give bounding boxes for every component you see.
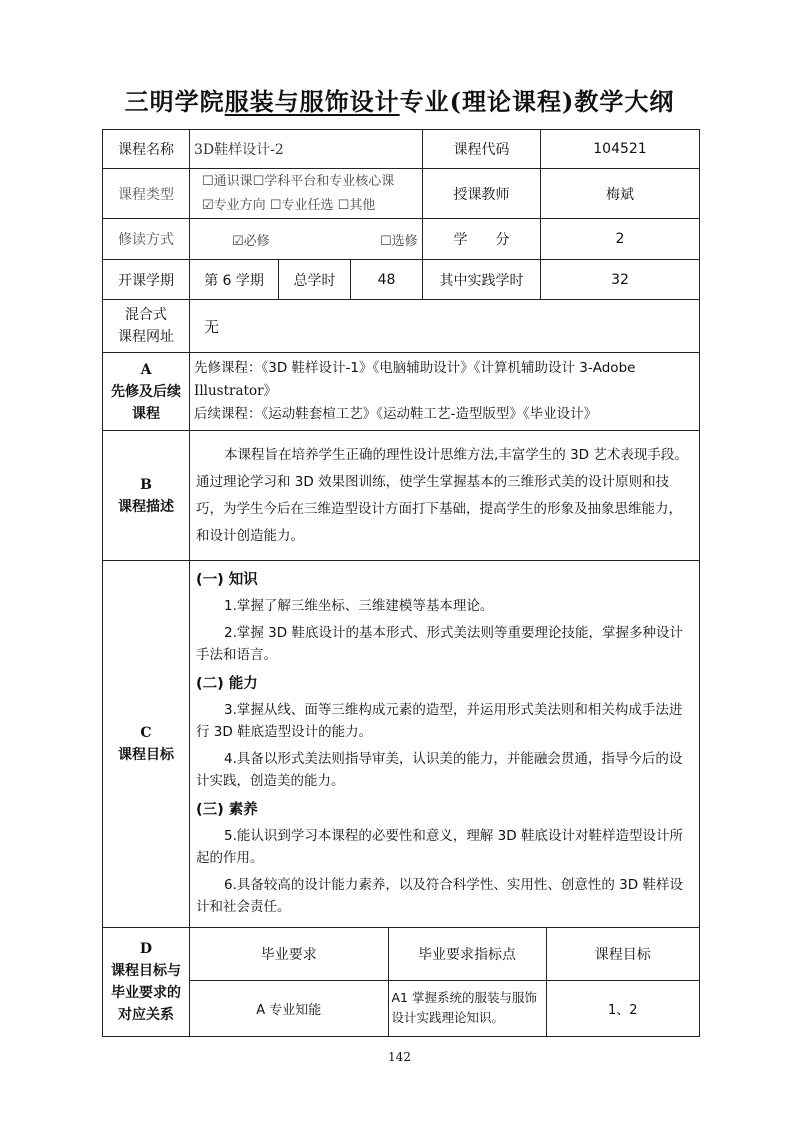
total-hours-label: 总学时 bbox=[279, 260, 351, 300]
section-d-label-line3: 对应关系 bbox=[118, 1007, 174, 1023]
total-hours-value: 48 bbox=[351, 260, 423, 300]
mapping-header-row bbox=[190, 928, 699, 980]
study-mode-elective: ☐选修 bbox=[380, 233, 418, 249]
goal-2: 2.掌握 3D 鞋底设计的基本形式、形式美法则等重要理论技能，掌握多种设计手法和语言。 bbox=[196, 625, 683, 663]
course-type-line2: ☑专业方向 ☐专业任选 ☐其他 bbox=[202, 197, 376, 213]
course-type-options bbox=[190, 169, 423, 219]
section-a-content bbox=[190, 353, 700, 431]
section-d-label-line1: 课程目标与 bbox=[111, 963, 181, 979]
course-type-label: 课程类型 bbox=[103, 169, 190, 219]
prereq-courses-line2: Illustrator》 bbox=[194, 383, 278, 399]
credits-label: 学 分 bbox=[423, 219, 541, 260]
section-a-label-line1: 先修及后续 bbox=[111, 383, 181, 400]
credits-value: 2 bbox=[541, 219, 700, 260]
mapping-col-requirement: 毕业要求 bbox=[190, 928, 388, 980]
course-description: 本课程旨在培养学生正确的理性设计思维方法,丰富学生的 3D 艺术表现手段。通过理论学习和 3D 效果图训练，使学生掌握基本的三维形式美的设计原则和技巧，为学生今后在三维造型设计方面打下基础，提高学生的形象及抽象思维能力，和设计创造能力。 bbox=[196, 446, 688, 544]
mapping-indicator: A1 掌握系统的服装与服饰设计实践理论知识。 bbox=[388, 980, 546, 1036]
practice-hours-value: 32 bbox=[541, 260, 700, 300]
section-b-content bbox=[190, 431, 700, 561]
teacher-label: 授课教师 bbox=[423, 169, 541, 219]
mapping-requirement: A 专业知能 bbox=[190, 980, 388, 1036]
section-b-label bbox=[103, 431, 190, 561]
teacher-value: 梅斌 bbox=[541, 169, 700, 219]
course-type-line1: ☐通识课☐学科平台和专业核心课 bbox=[202, 173, 395, 189]
row-study-mode bbox=[103, 219, 700, 260]
mapping-table bbox=[190, 928, 699, 1036]
page-title bbox=[0, 82, 799, 117]
title-prefix: 三明学院 bbox=[124, 87, 225, 116]
section-a-label bbox=[103, 353, 190, 431]
goal-heading-ability: (二) 能力 bbox=[196, 676, 258, 692]
course-name-value: 3D鞋样设计-2 bbox=[190, 130, 423, 169]
course-code-value: 104521 bbox=[541, 130, 700, 169]
section-d-label bbox=[103, 928, 190, 1037]
website-label bbox=[103, 300, 190, 353]
mapping-row bbox=[190, 980, 699, 1036]
followup-courses: 后续课程：《运动鞋套楦工艺》《运动鞋工艺-造型版型》《毕业设计》 bbox=[194, 406, 598, 422]
semester-label: 开课学期 bbox=[103, 260, 190, 300]
semester-value: 第 6 学期 bbox=[190, 260, 279, 300]
section-d-content bbox=[190, 928, 700, 1037]
section-a-letter: A bbox=[140, 361, 152, 378]
study-mode-label: 修读方式 bbox=[103, 219, 190, 260]
course-code-label: 课程代码 bbox=[423, 130, 541, 169]
section-d-label-line2: 毕业要求的 bbox=[111, 985, 181, 1001]
row-section-d bbox=[103, 928, 700, 1037]
row-section-a bbox=[103, 353, 700, 431]
section-c-content bbox=[190, 561, 700, 928]
row-section-c bbox=[103, 561, 700, 928]
section-c-label-text: 课程目标 bbox=[118, 747, 174, 763]
goal-heading-literacy: (三) 素养 bbox=[196, 802, 258, 818]
goal-1: 1.掌握了解三维坐标、三维建模等基本理论。 bbox=[224, 598, 494, 614]
goal-5: 5.能认识到学习本课程的必要性和意义，理解 3D 鞋底设计对鞋样造型设计所起的作用。 bbox=[196, 828, 683, 866]
row-website bbox=[103, 300, 700, 353]
row-course-name bbox=[103, 130, 700, 169]
section-b-label-text: 课程描述 bbox=[118, 498, 174, 515]
goal-3: 3.掌握从线、面等三维构成元素的造型，并运用形式美法则和相关构成手法进行 3D 鞋底造型设计的能力。 bbox=[196, 702, 683, 740]
row-section-b bbox=[103, 431, 700, 561]
mapping-col-goal: 课程目标 bbox=[546, 928, 699, 980]
goal-6: 6.具备较高的设计能力素养，以及符合科学性、实用性、创意性的 3D 鞋样设计和社会责任。 bbox=[196, 877, 683, 915]
mapping-goal: 1、2 bbox=[546, 980, 699, 1036]
mapping-col-indicator: 毕业要求指标点 bbox=[388, 928, 546, 980]
website-value: 无 bbox=[190, 300, 700, 353]
study-mode-required: ☑必修 bbox=[232, 233, 270, 249]
course-name-label: 课程名称 bbox=[103, 130, 190, 169]
title-major: 服装与服饰设计 bbox=[224, 87, 400, 116]
title-suffix: 专业(理论课程)教学大纲 bbox=[399, 87, 675, 116]
website-label-line2: 课程网址 bbox=[118, 329, 174, 345]
study-mode-options bbox=[190, 219, 423, 260]
website-label-line1: 混合式 bbox=[125, 307, 167, 323]
row-course-type bbox=[103, 169, 700, 219]
page-number: 142 bbox=[388, 1050, 411, 1064]
goal-4: 4.具备以形式美法则指导审美，认识美的能力，并能融会贯通，指导今后的设计实践，创造美的能力。 bbox=[196, 751, 683, 789]
section-d-letter: D bbox=[139, 941, 153, 957]
section-c-label bbox=[103, 561, 190, 928]
prereq-courses-line1: 先修课程：《3D 鞋样设计-1》《电脑辅助设计》《计算机辅助设计 3-Adobe bbox=[194, 360, 636, 376]
section-a-label-line2: 课程 bbox=[132, 405, 160, 422]
section-b-letter: B bbox=[140, 476, 152, 493]
row-semester bbox=[103, 260, 700, 300]
goal-heading-knowledge: (一) 知识 bbox=[196, 572, 258, 588]
syllabus-table bbox=[102, 129, 700, 1037]
section-c-letter: C bbox=[140, 725, 152, 741]
practice-hours-label: 其中实践学时 bbox=[423, 260, 541, 300]
